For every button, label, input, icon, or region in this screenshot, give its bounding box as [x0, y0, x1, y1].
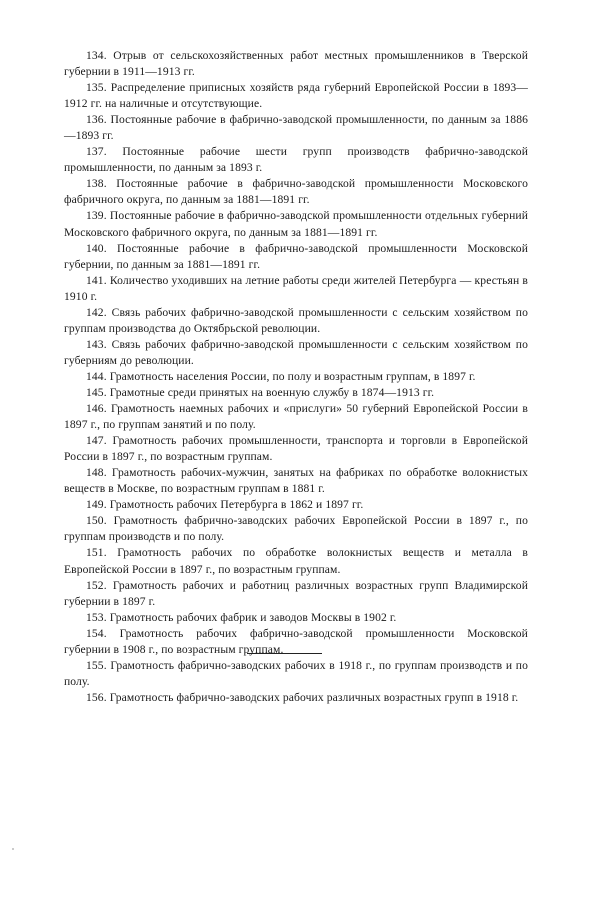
entry-text: Грамотность рабочих и работниц различных возрастных групп Владимирской губернии в 1897 г.: [64, 578, 528, 608]
entry-number: 149.: [86, 498, 107, 512]
entry-text: Связь рабочих фабрично-заводской промышленности с сельским хозяйством по группам производства до Октябрьской революции.: [64, 305, 528, 335]
entry-number: 155.: [86, 658, 107, 672]
entry-number: 156.: [86, 690, 107, 704]
entry-number: 151.: [86, 546, 107, 560]
list-item: [64, 208, 528, 240]
list-item: [64, 545, 528, 577]
entry-text: Грамотность фабрично-заводских рабочих различных возрастных групп в 1918 г.: [109, 690, 519, 704]
list-item: [64, 513, 528, 545]
entry-text: Грамотность фабрично-заводских рабочих Европейской России в 1897 г., по группам производств и по полу.: [64, 514, 528, 544]
entry-text: Грамотность рабочих фабрично-заводской промышленности Московской губернии в 1908 г., по возрастным группам.: [64, 626, 528, 656]
list-item: [64, 578, 528, 610]
entry-number: 146.: [86, 402, 107, 416]
entry-number: 142.: [86, 305, 107, 319]
entry-number: 135.: [86, 81, 107, 95]
entry-text: Грамотность фабрично-заводских рабочих в 1918 г., по группам производств и по полу.: [64, 658, 528, 688]
list-item: [64, 337, 528, 369]
list-item: [64, 80, 528, 112]
list-item: [64, 658, 528, 690]
list-item: [64, 465, 528, 497]
entry-text: Постоянные рабочие в фабрично-заводской промышленности Московской губернии, по данным за 1881—1891 гг.: [64, 241, 529, 271]
entry-number: 148.: [86, 466, 107, 480]
entry-number: 143.: [86, 337, 107, 351]
entry-text: Грамотные среди принятых на военную службу в 1874—1913 гг.: [109, 385, 435, 399]
entry-text: Грамотность рабочих фабрик и заводов Москвы в 1902 г.: [109, 610, 397, 624]
entry-text: Постоянные рабочие шести групп производств фабрично-заводской промышленности, по данным за 1893 г.: [64, 145, 529, 175]
list-item: [64, 497, 528, 513]
entry-number: 141.: [86, 273, 107, 287]
entry-text: Постоянные рабочие в фабрично-заводской промышленности, по данным за 1886—1893 гг.: [64, 113, 529, 143]
entry-number: 136.: [86, 113, 107, 127]
list-item: [64, 690, 528, 706]
list-item: [64, 176, 528, 208]
entry-number: 144.: [86, 369, 107, 383]
entry-text: Грамотность населения России, по полу и возрастным группам, в 1897 г.: [109, 369, 476, 383]
list-item: [64, 112, 528, 144]
entry-text: Грамотность рабочих промышленности, транспорта и торговли в Европейской России в 1897 г., по возрастным группам.: [64, 434, 529, 464]
list-item: [64, 433, 528, 465]
entry-text: Грамотность рабочих-мужчин, занятых на фабриках по обработке волокнистых веществ в Москве, по возрастным группам в 1881 г.: [64, 466, 528, 496]
list-item: [64, 48, 528, 80]
list-item: [64, 144, 528, 176]
entry-number: 138.: [86, 177, 107, 191]
entry-number: 154.: [86, 626, 107, 640]
entry-number: 134.: [86, 49, 107, 62]
list-item: [64, 241, 528, 273]
entry-text: Количество уходивших на летние работы среди жителей Петербурга — крестьян в 1910 г.: [64, 273, 529, 303]
entry-text: Грамотность рабочих по обработке волокнистых веществ и металла в Европейской России в 1897 г., по возрастным группам.: [64, 546, 528, 576]
entry-text: Постоянные рабочие в фабрично-заводской промышленности отдельных губерний Московского фабричного округа, по данным за 1881—1891 гг.: [64, 209, 528, 239]
entry-text: Распределение приписных хозяйств ряда губерний Европейской России в 1893—1912 гг. на наличные и отсутствующие.: [64, 81, 529, 111]
list-item: [64, 610, 528, 626]
scan-speck: [12, 848, 14, 850]
list-item: [64, 369, 528, 385]
entry-number: 152.: [86, 578, 107, 592]
entry-text: Постоянные рабочие в фабрично-заводской промышленности Московского фабричного округа, по данным за 1881—1891 гг.: [64, 177, 528, 207]
table-of-contents-list: [64, 48, 528, 706]
entry-number: 139.: [86, 209, 107, 223]
entry-number: 147.: [86, 434, 107, 448]
list-item: [64, 401, 528, 433]
list-item: [64, 273, 528, 305]
entry-number: 137.: [86, 145, 107, 159]
entry-number: 153.: [86, 610, 107, 624]
list-item: [64, 305, 528, 337]
entry-text: Отрыв от сельскохозяйственных работ местных промышленников в Тверской губернии в 1911—1913 гг.: [64, 49, 529, 79]
entry-text: Связь рабочих фабрично-заводской промышленности с сельским хозяйством по губерниям до революции.: [64, 337, 528, 367]
entry-number: 145.: [86, 385, 107, 399]
entry-number: 150.: [86, 514, 107, 528]
entry-text: Грамотность наемных рабочих и «прислуги» 50 губерний Европейской России в 1897 г., по группам занятий и по полу.: [64, 402, 529, 432]
closing-divider: [247, 653, 322, 654]
entry-text: Грамотность рабочих Петербурга в 1862 и 1897 гг.: [109, 498, 364, 512]
entry-number: 140.: [86, 241, 107, 255]
list-item: [64, 385, 528, 401]
